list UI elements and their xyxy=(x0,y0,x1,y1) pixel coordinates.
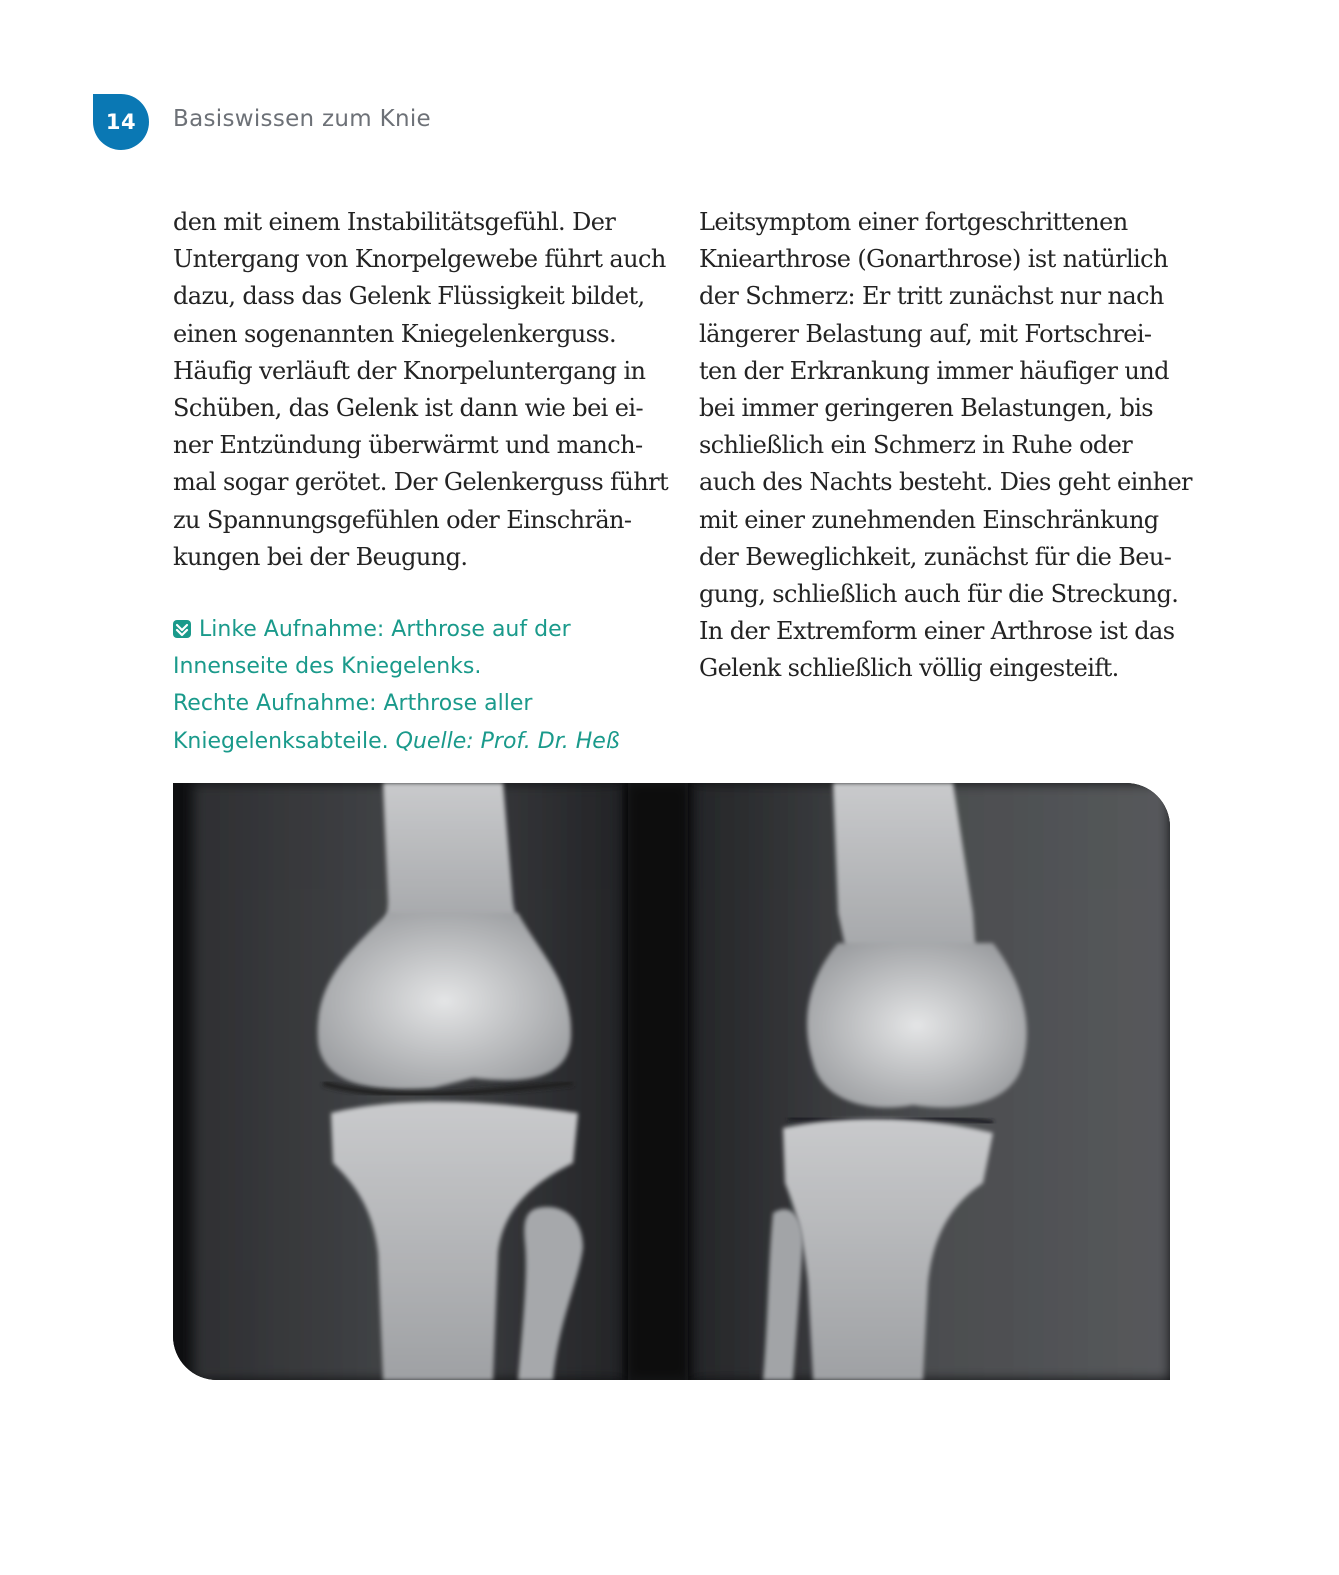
left-knee-xray xyxy=(193,783,623,1380)
text-line: gung, schließlich auch für die Streckung. xyxy=(699,580,1179,609)
text-line: Kniearthrose (Gonarthrose) ist natürlich xyxy=(699,245,1168,274)
body-column-right xyxy=(699,204,1192,688)
caption-line: Linke Aufnahme: Arthrose auf der xyxy=(199,617,571,642)
text-line: Häufig verläuft der Knorpeluntergang in xyxy=(173,356,646,385)
page-number-badge xyxy=(93,94,149,150)
caption-line: Innenseite des Kniegelenks. xyxy=(173,654,482,680)
text-line: längerer Belastung auf, mit Fortschrei- xyxy=(699,319,1152,348)
text-line: Schüben, das Gelenk ist dann wie bei ei- xyxy=(173,394,643,423)
page-number: 14 xyxy=(105,110,137,134)
right-knee-xray xyxy=(693,783,1170,1380)
text-line: der Schmerz: Er tritt zunächst nur nach xyxy=(699,282,1164,311)
text-line: bei immer geringeren Belastungen, bis xyxy=(699,394,1154,423)
text-line: In der Extremform einer Arthrose ist das xyxy=(699,617,1175,646)
body-column-left xyxy=(173,204,669,576)
text-line: ten der Erkrankung immer häufiger und xyxy=(699,356,1169,385)
knee-xray-image xyxy=(173,783,1170,1380)
text-line: dazu, dass das Gelenk Flüssigkeit bildet, xyxy=(173,282,645,311)
caption-line: Kniegelenksabteile. xyxy=(173,728,389,754)
text-line: zu Spannungsgefühlen oder Einschrän- xyxy=(173,505,632,534)
text-line: ner Entzündung überwärmt und manch- xyxy=(173,431,643,460)
figure-caption xyxy=(173,611,643,760)
text-line: den mit einem Instabilitätsgefühl. Der xyxy=(173,208,616,236)
text-line: Gelenk schließlich völlig eingesteift. xyxy=(699,654,1119,683)
text-line: Untergang von Knorpelgewebe führt auch xyxy=(173,245,666,274)
text-line: der Beweglichkeit, zunächst für die Beu- xyxy=(699,542,1172,571)
text-line: mal sogar gerötet. Der Gelenkerguss führt xyxy=(173,468,669,497)
text-line: auch des Nachts besteht. Dies geht einher xyxy=(699,468,1192,497)
caption-line: Rechte Aufnahme: Arthrose aller xyxy=(173,691,533,717)
caption-source: Quelle: Prof. Dr. Heß xyxy=(395,728,620,754)
chevron-down-check-icon xyxy=(173,620,191,638)
text-line: schließlich ein Schmerz in Ruhe oder xyxy=(699,431,1133,460)
text-line: Leitsymptom einer fortgeschrittenen xyxy=(699,208,1128,236)
text-line: kungen bei der Beugung. xyxy=(173,542,468,571)
text-line: einen sogenannten Kniegelenkerguss. xyxy=(173,319,617,348)
text-line: mit einer zunehmenden Einschränkung xyxy=(699,505,1159,534)
knee-xray-figure xyxy=(173,783,1170,1380)
running-head: Basiswissen zum Knie xyxy=(173,106,432,132)
